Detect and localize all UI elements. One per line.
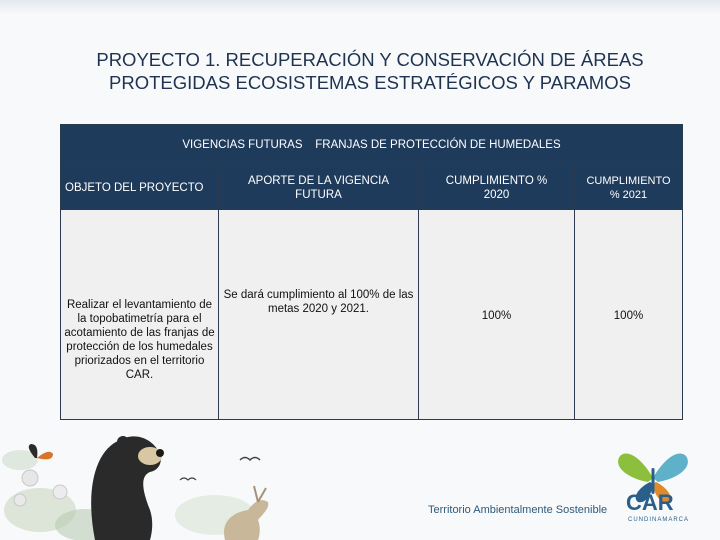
cell-aporte: Se dará cumplimiento al 100% de las metas 2020 y 2021. — [219, 210, 419, 419]
header-cumplimiento-2020: CUMPLIMIENTO % 2020 — [419, 166, 575, 210]
header-cumplimiento-2021: CUMPLIMIENTO % 2021 — [575, 166, 682, 210]
header-aporte: APORTE DE LA VIGENCIA FUTURA — [219, 166, 419, 210]
tagline: Territorio Ambientalmente Sostenible — [428, 504, 608, 516]
title-line-1: PROYECTO 1. RECUPERACIÓN Y CONSERVACIÓN DE ÁREAS — [96, 49, 644, 70]
title-line-2: PROTEGIDAS ECOSISTEMAS ESTRATÉGICOS Y PARAMOS — [109, 72, 631, 93]
logo-subtext: CUNDINAMARCA — [628, 517, 690, 523]
project-table — [60, 124, 683, 420]
cell-objeto: Realizar el levantamiento de la topobatimetría para el acotamiento de las franjas de protección de los humedales priorizados en el territorio CAR. — [61, 210, 219, 419]
top-band — [0, 0, 720, 14]
cell-cumplimiento-2021: 100% — [575, 210, 682, 419]
table-caption: VIGENCIAS FUTURAS FRANJAS DE PROTECCIÓN DE HUMEDALES — [61, 125, 682, 166]
logo-text: CAR — [626, 490, 674, 515]
cell-cumplimiento-2020: 100% — [419, 210, 575, 419]
header-objeto: OBJETO DEL PROYECTO — [61, 166, 219, 210]
page-title — [40, 48, 700, 94]
